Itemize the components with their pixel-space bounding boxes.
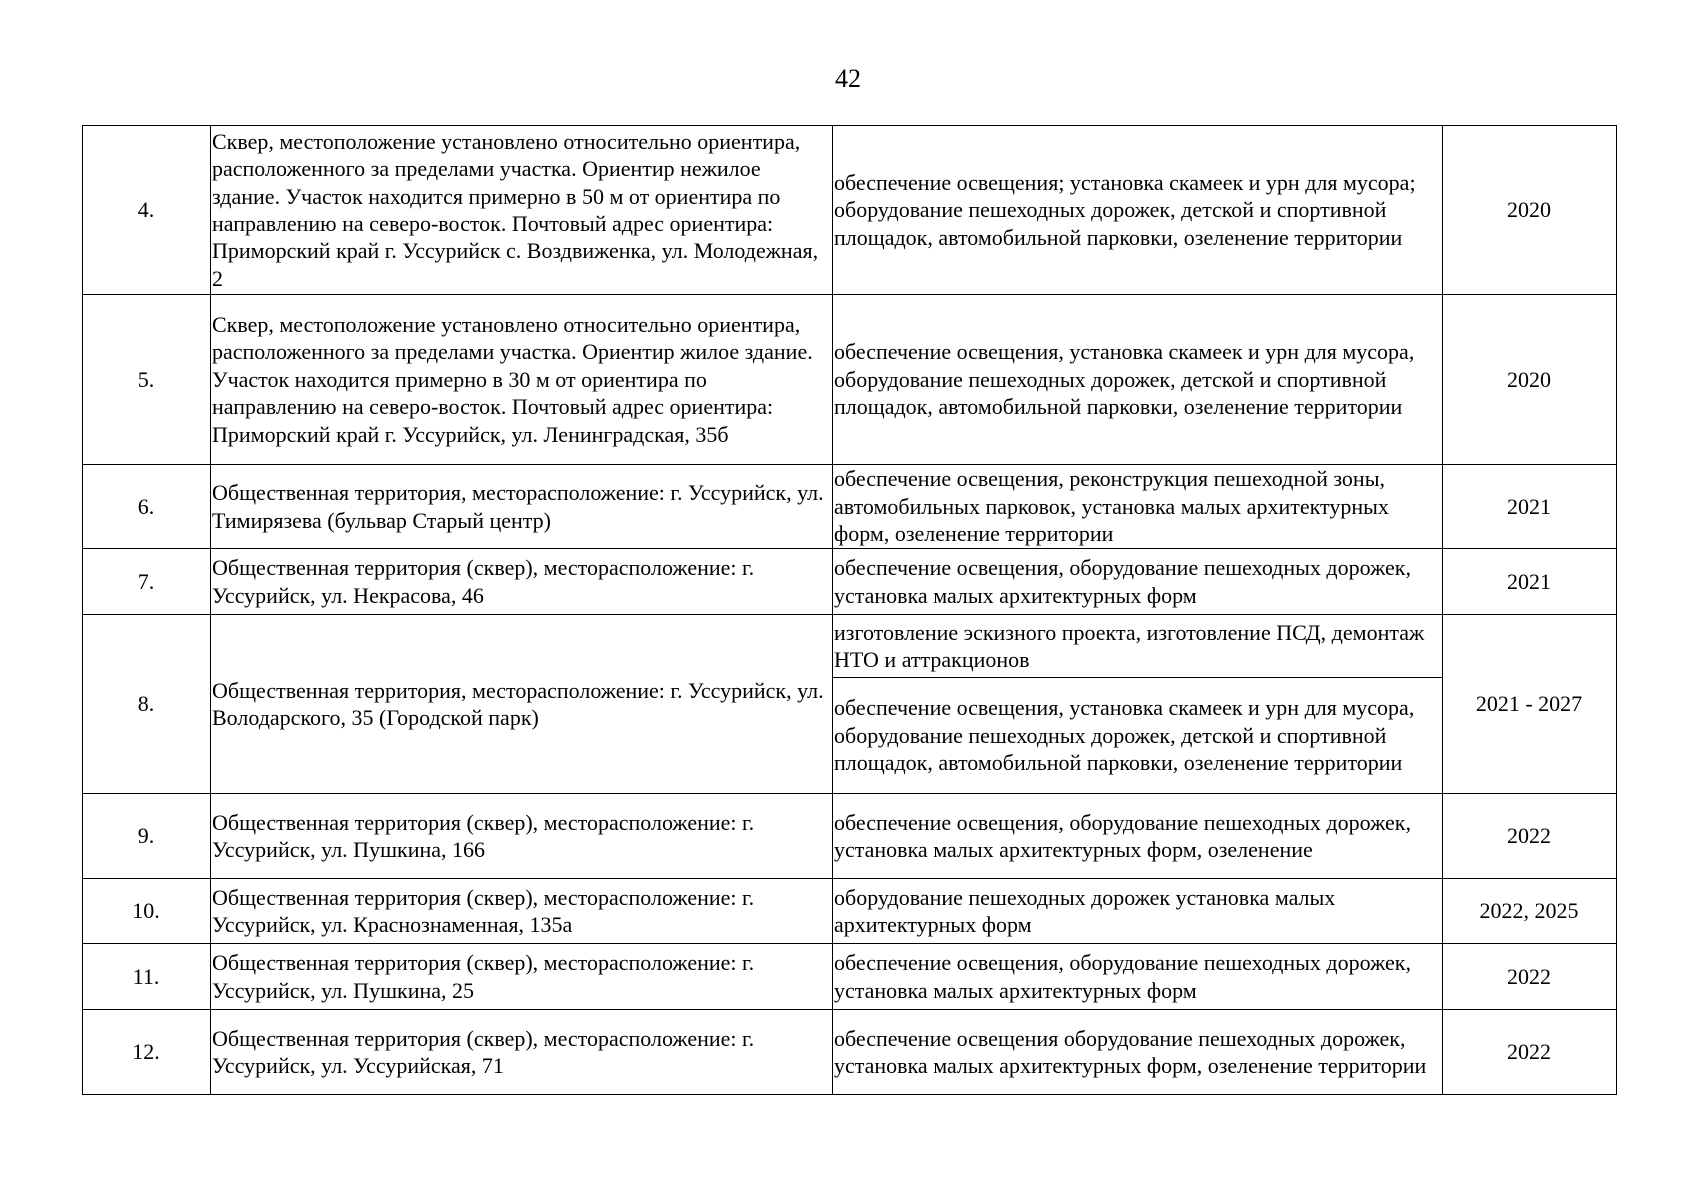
year-cell: 2020 [1443, 126, 1617, 295]
row-number: 5. [83, 295, 211, 465]
row-number: 10. [83, 879, 211, 944]
table-row [83, 295, 1617, 465]
row-number: 8. [83, 615, 211, 794]
location-cell: Общественная территория (сквер), месторасположение: г. Уссурийск, ул. Уссурийская, 71 [211, 1010, 833, 1095]
row-number: 12. [83, 1010, 211, 1095]
year-cell: 2022 [1443, 794, 1617, 879]
location-cell: Общественная территория (сквер), месторасположение: г. Уссурийск, ул. Некрасова, 46 [211, 549, 833, 615]
row-number: 6. [83, 465, 211, 549]
location-cell: Сквер, местоположение установлено относительно ориентира, расположенного за пределами участка. Ориентир нежилое здание. Участок находится примерно в 50 м от ориентира по направлению на северо-восток. Почтовый адрес ориентира: Приморский край г. Уссурийск с. Воздвиженка, ул. Молодежная, 2 [211, 126, 833, 295]
table-row [83, 465, 1617, 549]
works-cell: обеспечение освещения оборудование пешеходных дорожек, установка малых архитектурных форм, озеленение территории [833, 1010, 1443, 1095]
location-cell: Общественная территория (сквер), месторасположение: г. Уссурийск, ул. Краснознаменная, 135а [211, 879, 833, 944]
works-cell: обеспечение освещения, оборудование пешеходных дорожек, установка малых архитектурных форм [833, 549, 1443, 615]
works-cell: обеспечение освещения; установка скамеек и урн для мусора; оборудование пешеходных дорожек, детской и спортивной площадок, автомобильной парковки, озеленение территории [833, 126, 1443, 295]
location-cell: Общественная территория, месторасположение: г. Уссурийск, ул. Тимирязева (бульвар Старый центр) [211, 465, 833, 549]
works-cell: обеспечение освещения, установка скамеек и урн для мусора, оборудование пешеходных дорожек, детской и спортивной площадок, автомобильной парковки, озеленение территории [833, 295, 1443, 465]
year-cell: 2020 [1443, 295, 1617, 465]
table-row [83, 879, 1617, 944]
year-cell: 2021 [1443, 465, 1617, 549]
location-cell: Общественная территория (сквер), месторасположение: г. Уссурийск, ул. Пушкина, 25 [211, 944, 833, 1010]
year-cell: 2022, 2025 [1443, 879, 1617, 944]
works-cell: обеспечение освещения, оборудование пешеходных дорожек, установка малых архитектурных форм, озеленение [833, 794, 1443, 879]
location-cell: Общественная территория, месторасположение: г. Уссурийск, ул. Володарского, 35 (Городской парк) [211, 615, 833, 794]
improvement-table [82, 125, 1617, 1095]
location-cell: Сквер, местоположение установлено относительно ориентира, расположенного за пределами участка. Ориентир жилое здание. Участок находится примерно в 30 м от ориентира по направлению на северо-восток. Почтовый адрес ориентира: Приморский край г. Уссурийск, ул. Ленинградская, 35б [211, 295, 833, 465]
row-number: 9. [83, 794, 211, 879]
year-cell: 2022 [1443, 944, 1617, 1010]
works-cell: обеспечение освещения, оборудование пешеходных дорожек, установка малых архитектурных форм [833, 944, 1443, 1010]
row-number: 7. [83, 549, 211, 615]
row-number: 11. [83, 944, 211, 1010]
works-cell: изготовление эскизного проекта, изготовление ПСД, демонтаж НТО и аттракционов [833, 615, 1443, 678]
works-cell: обеспечение освещения, установка скамеек и урн для мусора, оборудование пешеходных дорожек, детской и спортивной площадок, автомобильной парковки, озеленение территории [833, 678, 1443, 794]
year-cell: 2022 [1443, 1010, 1617, 1095]
table-row [83, 126, 1617, 295]
table-row [83, 549, 1617, 615]
location-cell: Общественная территория (сквер), месторасположение: г. Уссурийск, ул. Пушкина, 166 [211, 794, 833, 879]
works-cell: оборудование пешеходных дорожек установка малых архитектурных форм [833, 879, 1443, 944]
year-cell: 2021 [1443, 549, 1617, 615]
year-cell: 2021 - 2027 [1443, 615, 1617, 794]
page-number: 42 [835, 64, 861, 93]
row-number: 4. [83, 126, 211, 295]
table-row [83, 1010, 1617, 1095]
table-row [83, 944, 1617, 1010]
table-row [83, 794, 1617, 879]
works-cell: обеспечение освещения, реконструкция пешеходной зоны, автомобильных парковок, установка малых архитектурных форм, озеленение территории [833, 465, 1443, 549]
table-row [83, 615, 1617, 678]
